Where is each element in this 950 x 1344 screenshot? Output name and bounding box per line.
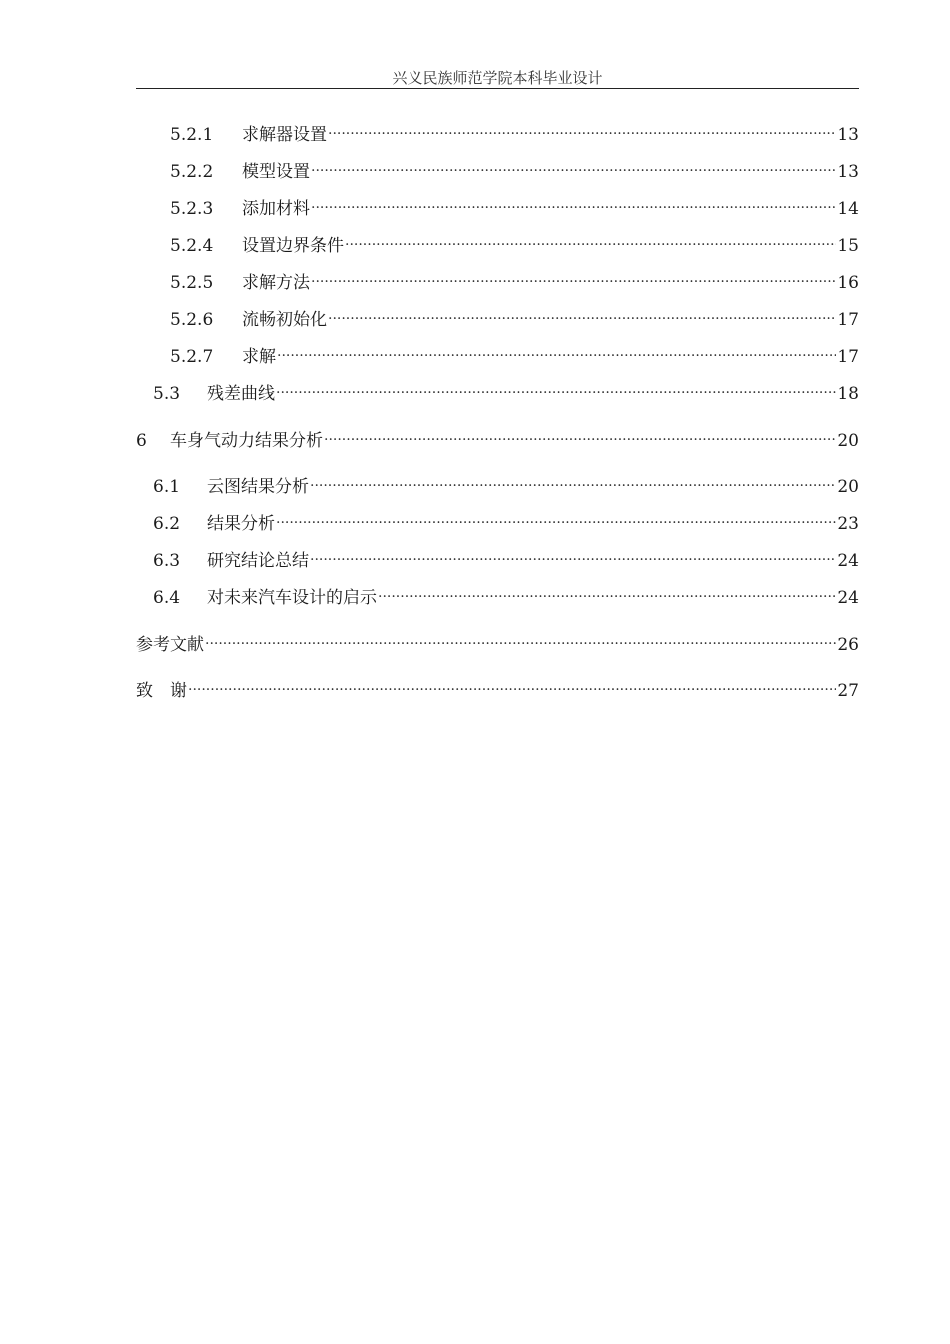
- toc-entry-number: 6.3: [153, 551, 181, 571]
- toc-entry-page: 17: [837, 347, 859, 367]
- toc-dot-leader: [276, 377, 836, 399]
- toc-entry-number: 5.2.5: [170, 273, 214, 293]
- toc-entry-page: 18: [837, 384, 859, 404]
- toc-dot-leader: [345, 229, 836, 251]
- toc-entry[interactable]: [136, 628, 859, 655]
- toc-entry[interactable]: [136, 424, 859, 451]
- toc-entry[interactable]: [153, 581, 859, 608]
- toc-entry-number: 5.2.2: [170, 162, 214, 182]
- toc-entry[interactable]: [170, 340, 859, 367]
- toc-entry-number: 5.2.4: [170, 236, 214, 256]
- toc-dot-leader: [311, 155, 836, 177]
- toc-entry-page: 20: [837, 477, 859, 497]
- toc-entry-title: 研究结论总结: [207, 551, 309, 571]
- toc-entry-number: 6.4: [153, 588, 181, 608]
- toc-entry[interactable]: [170, 118, 859, 145]
- toc-entry-title: 对未来汽车设计的启示: [207, 588, 377, 608]
- toc-entry-page: 16: [837, 273, 859, 293]
- toc-entry-number: 6.2: [153, 514, 181, 534]
- toc-dot-leader: [328, 303, 836, 325]
- toc-entry-page: 15: [837, 236, 859, 256]
- toc-dot-leader: [324, 424, 836, 446]
- toc-entry-page: 26: [837, 635, 859, 655]
- toc-entry[interactable]: [170, 192, 859, 219]
- toc-dot-leader: [311, 192, 836, 214]
- toc-entry-title: 流畅初始化: [242, 310, 327, 330]
- toc-entry[interactable]: [153, 507, 859, 534]
- toc-entry-number: 6.1: [153, 477, 181, 497]
- toc-entry[interactable]: [170, 303, 859, 330]
- toc-entry-page: 23: [837, 514, 859, 534]
- toc-entry-page: 24: [837, 551, 859, 571]
- toc-entry[interactable]: [153, 377, 859, 404]
- toc-entry[interactable]: [153, 544, 859, 571]
- toc-entry-number: 5.2.1: [170, 125, 214, 145]
- toc-dot-leader: [328, 118, 836, 140]
- toc-entry[interactable]: [136, 674, 859, 701]
- toc-entry-number: 5.2.7: [170, 347, 214, 367]
- toc-entry-title: 模型设置: [242, 162, 310, 182]
- toc-entry-number: 5.2.3: [170, 199, 214, 219]
- toc-entry-page: 20: [837, 431, 859, 451]
- toc-dot-leader: [276, 507, 836, 529]
- toc-entry-title: 车身气动力结果分析: [170, 431, 323, 451]
- toc-dot-leader: [311, 266, 836, 288]
- toc-entry-title: 设置边界条件: [242, 236, 344, 256]
- toc-dot-leader: [378, 581, 836, 603]
- toc-entry[interactable]: [170, 155, 859, 182]
- toc-dot-leader: [310, 544, 836, 566]
- toc-entry-title: 云图结果分析: [207, 477, 309, 497]
- toc-entry-number: 5.2.6: [170, 310, 214, 330]
- toc-entry-title: 致 谢: [136, 681, 187, 701]
- toc-entry-title: 残差曲线: [207, 384, 275, 404]
- toc-entry-title: 参考文献: [136, 635, 204, 655]
- toc-entry-number: 6: [136, 431, 147, 451]
- toc-entry-page: 17: [837, 310, 859, 330]
- toc-entry-title: 求解方法: [242, 273, 310, 293]
- toc-entry-page: 14: [837, 199, 859, 219]
- toc-dot-leader: [277, 340, 836, 362]
- toc-dot-leader: [310, 470, 836, 492]
- toc-entry[interactable]: [153, 470, 859, 497]
- running-header: 兴义民族师范学院本科毕业设计: [136, 68, 859, 89]
- toc-entry-title: 求解: [242, 347, 276, 367]
- toc-entry-page: 24: [837, 588, 859, 608]
- toc-entry-title: 求解器设置: [242, 125, 327, 145]
- toc-dot-leader: [205, 628, 836, 650]
- toc-entry-page: 13: [837, 125, 859, 145]
- toc-dot-leader: [188, 674, 836, 696]
- toc-entry-number: 5.3: [153, 384, 181, 404]
- toc-entry[interactable]: [170, 266, 859, 293]
- toc-entry[interactable]: [170, 229, 859, 256]
- toc-entry-title: 结果分析: [207, 514, 275, 534]
- toc-entry-page: 27: [837, 681, 859, 701]
- toc-entry-page: 13: [837, 162, 859, 182]
- toc-entry-title: 添加材料: [242, 199, 310, 219]
